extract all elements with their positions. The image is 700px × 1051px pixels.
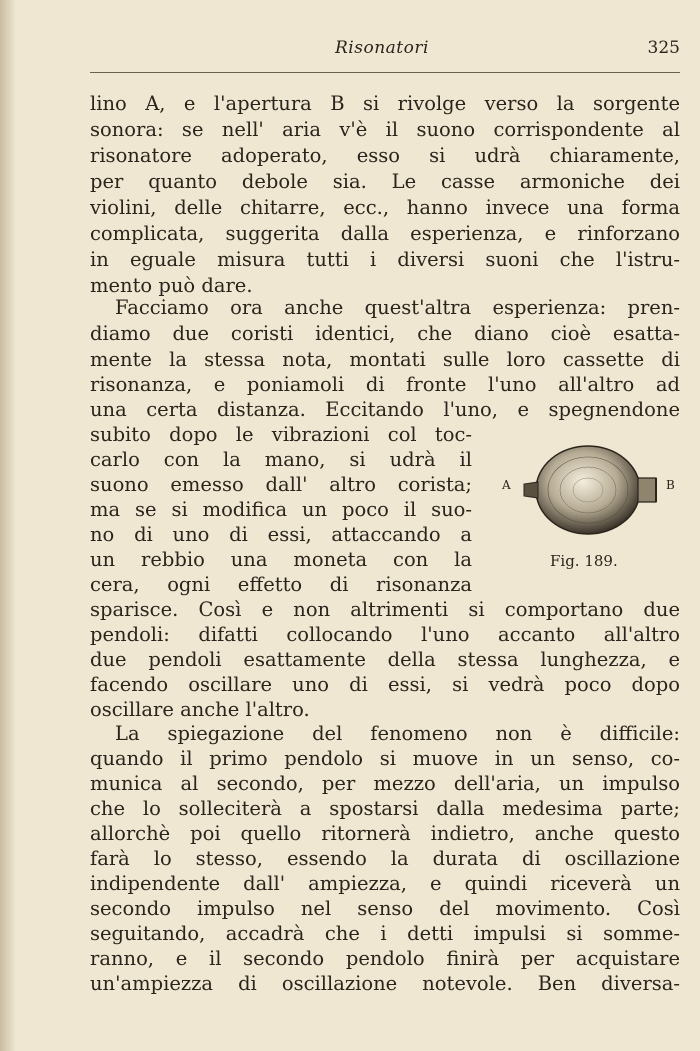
text-line: secondo impulso nel senso del movimento. Così xyxy=(90,897,680,920)
text-line: facendo oscillare uno di essi, si vedrà poco dopo xyxy=(90,673,680,696)
text-line: risonanza, e poniamoli di fronte l'uno all'altro ad xyxy=(90,373,680,396)
text-line: oscillare anche l'altro. xyxy=(90,698,310,721)
text-line: mente la stessa nota, montati sulle loro cassette di xyxy=(90,348,680,371)
figure-caption: Fig. 189. xyxy=(550,552,618,570)
text-line: ranno, e il secondo pendolo finirà per acquistare xyxy=(90,947,680,970)
text-line: diamo due coristi identici, che diano cioè esatta- xyxy=(90,322,680,345)
page-number: 325 xyxy=(647,38,680,58)
text-line: lino A, e l'apertura B si rivolge verso la sorgente xyxy=(90,92,680,115)
text-line: subito dopo le vibrazioni col toc- xyxy=(90,423,472,446)
figure-label-a: A xyxy=(502,478,511,492)
text-line: no di uno di essi, attaccando a xyxy=(90,523,472,546)
text-line: in eguale misura tutti i diversi suoni che l'istru- xyxy=(90,248,680,271)
text-line: quando il primo pendolo si muove in un senso, co- xyxy=(90,747,680,770)
text-line: farà lo stesso, essendo la durata di oscillazione xyxy=(90,847,680,870)
text-line: due pendoli esattamente della stessa lunghezza, e xyxy=(90,648,680,671)
text-line: complicata, suggerita dalla esperienza, e rinforzano xyxy=(90,222,680,245)
text-line: suono emesso dall' altro corista; xyxy=(90,473,472,496)
text-line: cera, ogni effetto di risonanza xyxy=(90,573,472,596)
header-rule xyxy=(90,72,680,73)
text-line: sonora: se nell' aria v'è il suono corrispondente al xyxy=(90,118,680,141)
text-line: La spiegazione del fenomeno non è difficile: xyxy=(115,722,680,745)
text-line: Facciamo ora anche quest'altra esperienza: pren- xyxy=(115,296,680,319)
figure-189-resonator xyxy=(496,438,686,578)
text-line: allorchè poi quello ritornerà indietro, anche questo xyxy=(90,822,680,845)
running-header xyxy=(90,36,680,66)
text-line: munica al secondo, per mezzo dell'aria, un impulso xyxy=(90,772,680,795)
page-binding-shadow xyxy=(0,0,16,1051)
text-line: che lo solleciterà a spostarsi dalla medesima parte; xyxy=(90,797,680,820)
text-line: mento può dare. xyxy=(90,274,253,297)
text-line: un rebbio una moneta con la xyxy=(90,548,472,571)
text-line: ma se si modifica un poco il suo- xyxy=(90,498,472,521)
text-line: una certa distanza. Eccitando l'uno, e spegnendone xyxy=(90,398,680,421)
text-line: seguitando, accadrà che i detti impulsi si somme- xyxy=(90,922,680,945)
text-line: un'ampiezza di oscillazione notevole. Ben diversa- xyxy=(90,972,680,995)
text-line: pendoli: difatti collocando l'uno accanto all'altro xyxy=(90,623,680,646)
text-line: indipendente dall' ampiezza, e quindi riceverà un xyxy=(90,872,680,895)
text-line: per quanto debole sia. Le casse armoniche dei xyxy=(90,170,680,193)
figure-label-b: B xyxy=(666,478,675,492)
text-line: risonatore adoperato, esso si udrà chiaramente, xyxy=(90,144,680,167)
text-line: carlo con la mano, si udrà il xyxy=(90,448,472,471)
text-line: sparisce. Così e non altrimenti si comportano due xyxy=(90,598,680,621)
text-line: violini, delle chitarre, ecc., hanno invece una forma xyxy=(90,196,680,219)
running-title: Risonatori xyxy=(335,38,429,58)
spherical-resonator-illustration xyxy=(520,438,660,546)
